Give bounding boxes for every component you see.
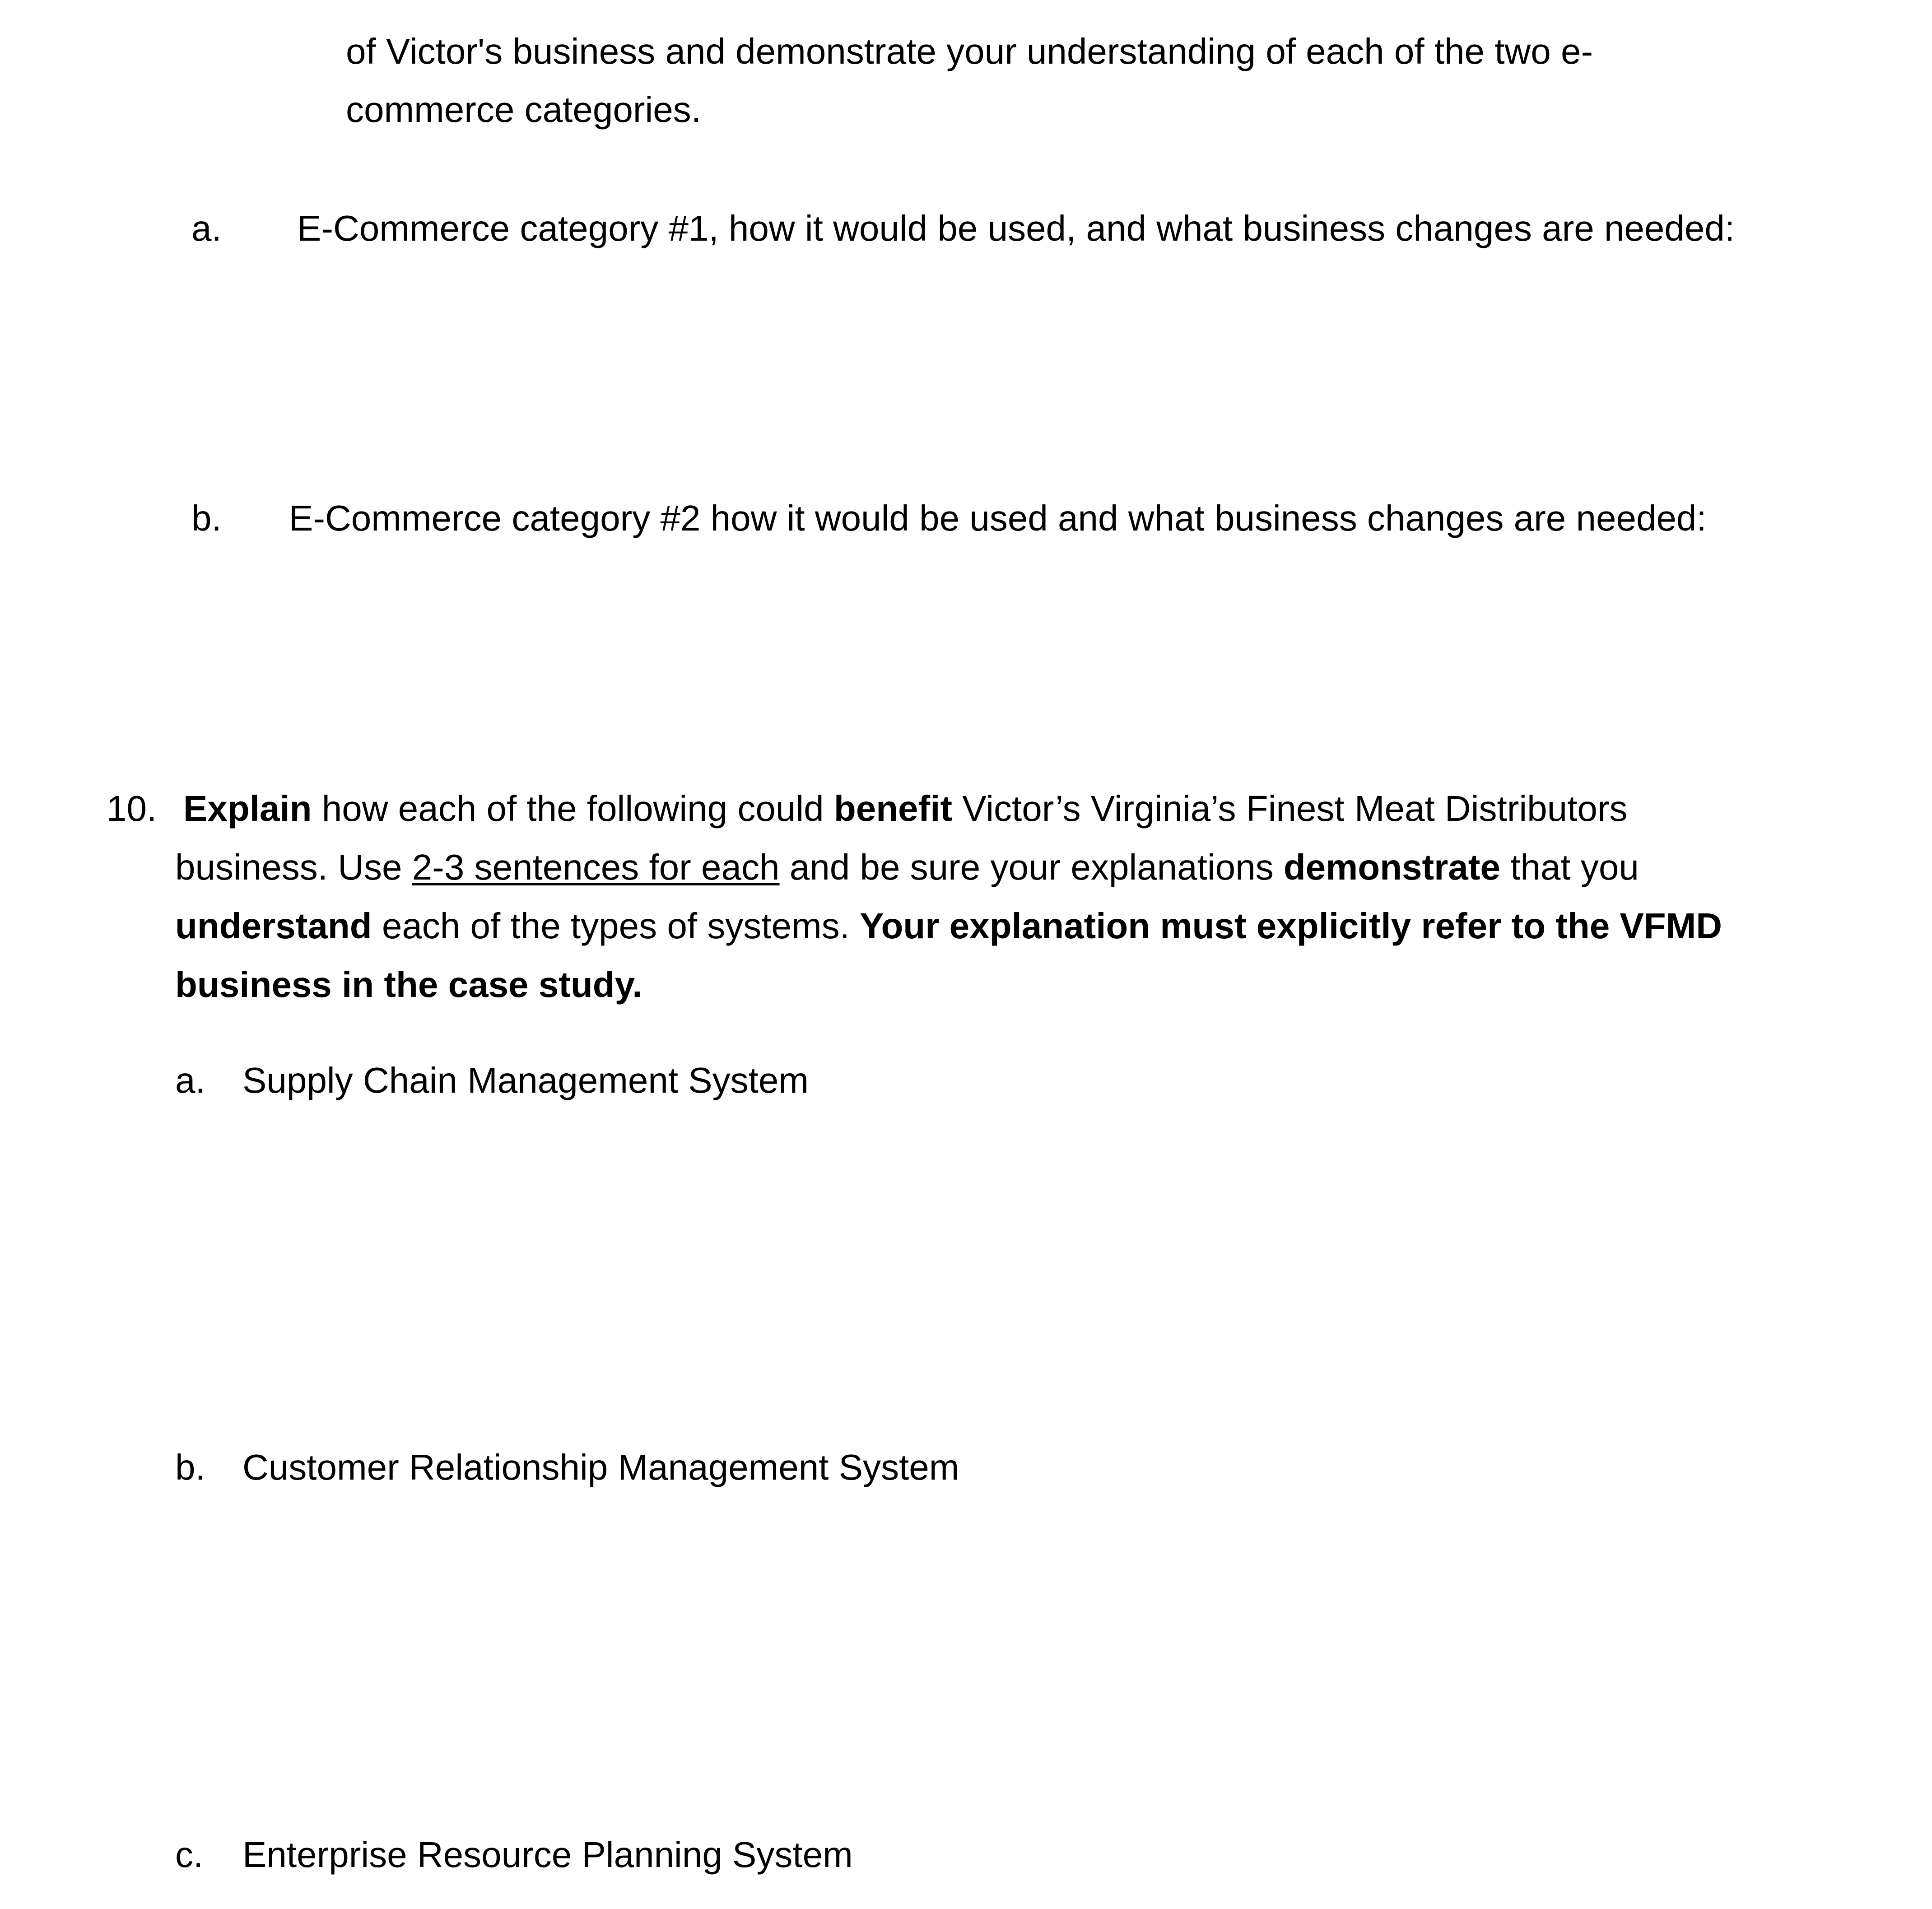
q10-l2-text-1: business. Use <box>175 847 412 887</box>
q10-l2-text-3: that you <box>1500 847 1639 887</box>
q9-item-b-marker: b. <box>191 498 222 538</box>
q10-item-a-text: Supply Chain Management System <box>242 1060 809 1100</box>
continuation-line-1: of Victor's business and demonstrate your understanding of each of the two e- <box>346 31 1593 71</box>
underline-sentences: 2-3 sentences for each <box>412 847 780 887</box>
q10-l2-text-2: and be sure your explanations <box>779 847 1284 887</box>
emphasis-benefit: benefit <box>833 788 953 829</box>
emphasis-understand: understand <box>175 906 372 946</box>
emphasis-demonstrate: demonstrate <box>1283 847 1500 887</box>
q10-item-c-text: Enterprise Resource Planning System <box>242 1835 853 1875</box>
question-10-number: 10. <box>107 788 157 829</box>
question-10-line-2 <box>175 845 1639 890</box>
q10-item-c-marker: c. <box>175 1835 204 1875</box>
q9-item-b-text: E-Commerce category #2 how it would be used and what business changes are needed: <box>289 498 1707 538</box>
question-10-line-1 <box>183 786 1627 831</box>
emphasis-explain: Explain <box>183 788 312 829</box>
q10-l1-text-1: how each of the following could <box>312 788 834 829</box>
emphasis-case-study: business in the case study. <box>175 964 642 1005</box>
q9-item-a-marker: a. <box>191 208 222 248</box>
question-10-line-3 <box>175 903 1722 949</box>
q9-item-a-text: E-Commerce category #1, how it would be used, and what business changes are needed: <box>297 208 1735 248</box>
q10-l3-text-1: each of the types of systems. <box>372 906 860 946</box>
continuation-line-2: commerce categories. <box>346 89 701 130</box>
q10-item-a-marker: a. <box>175 1060 205 1100</box>
q10-l1-text-2: Victor’s Virginia’s Finest Meat Distributors <box>952 788 1628 829</box>
q10-item-b-text: Customer Relationship Management System <box>242 1447 959 1487</box>
question-10-line-4 <box>175 962 642 1007</box>
q10-item-b-marker: b. <box>175 1447 205 1487</box>
emphasis-explanation-requirement: Your explanation must explicitly refer to the VFMD <box>860 906 1723 946</box>
